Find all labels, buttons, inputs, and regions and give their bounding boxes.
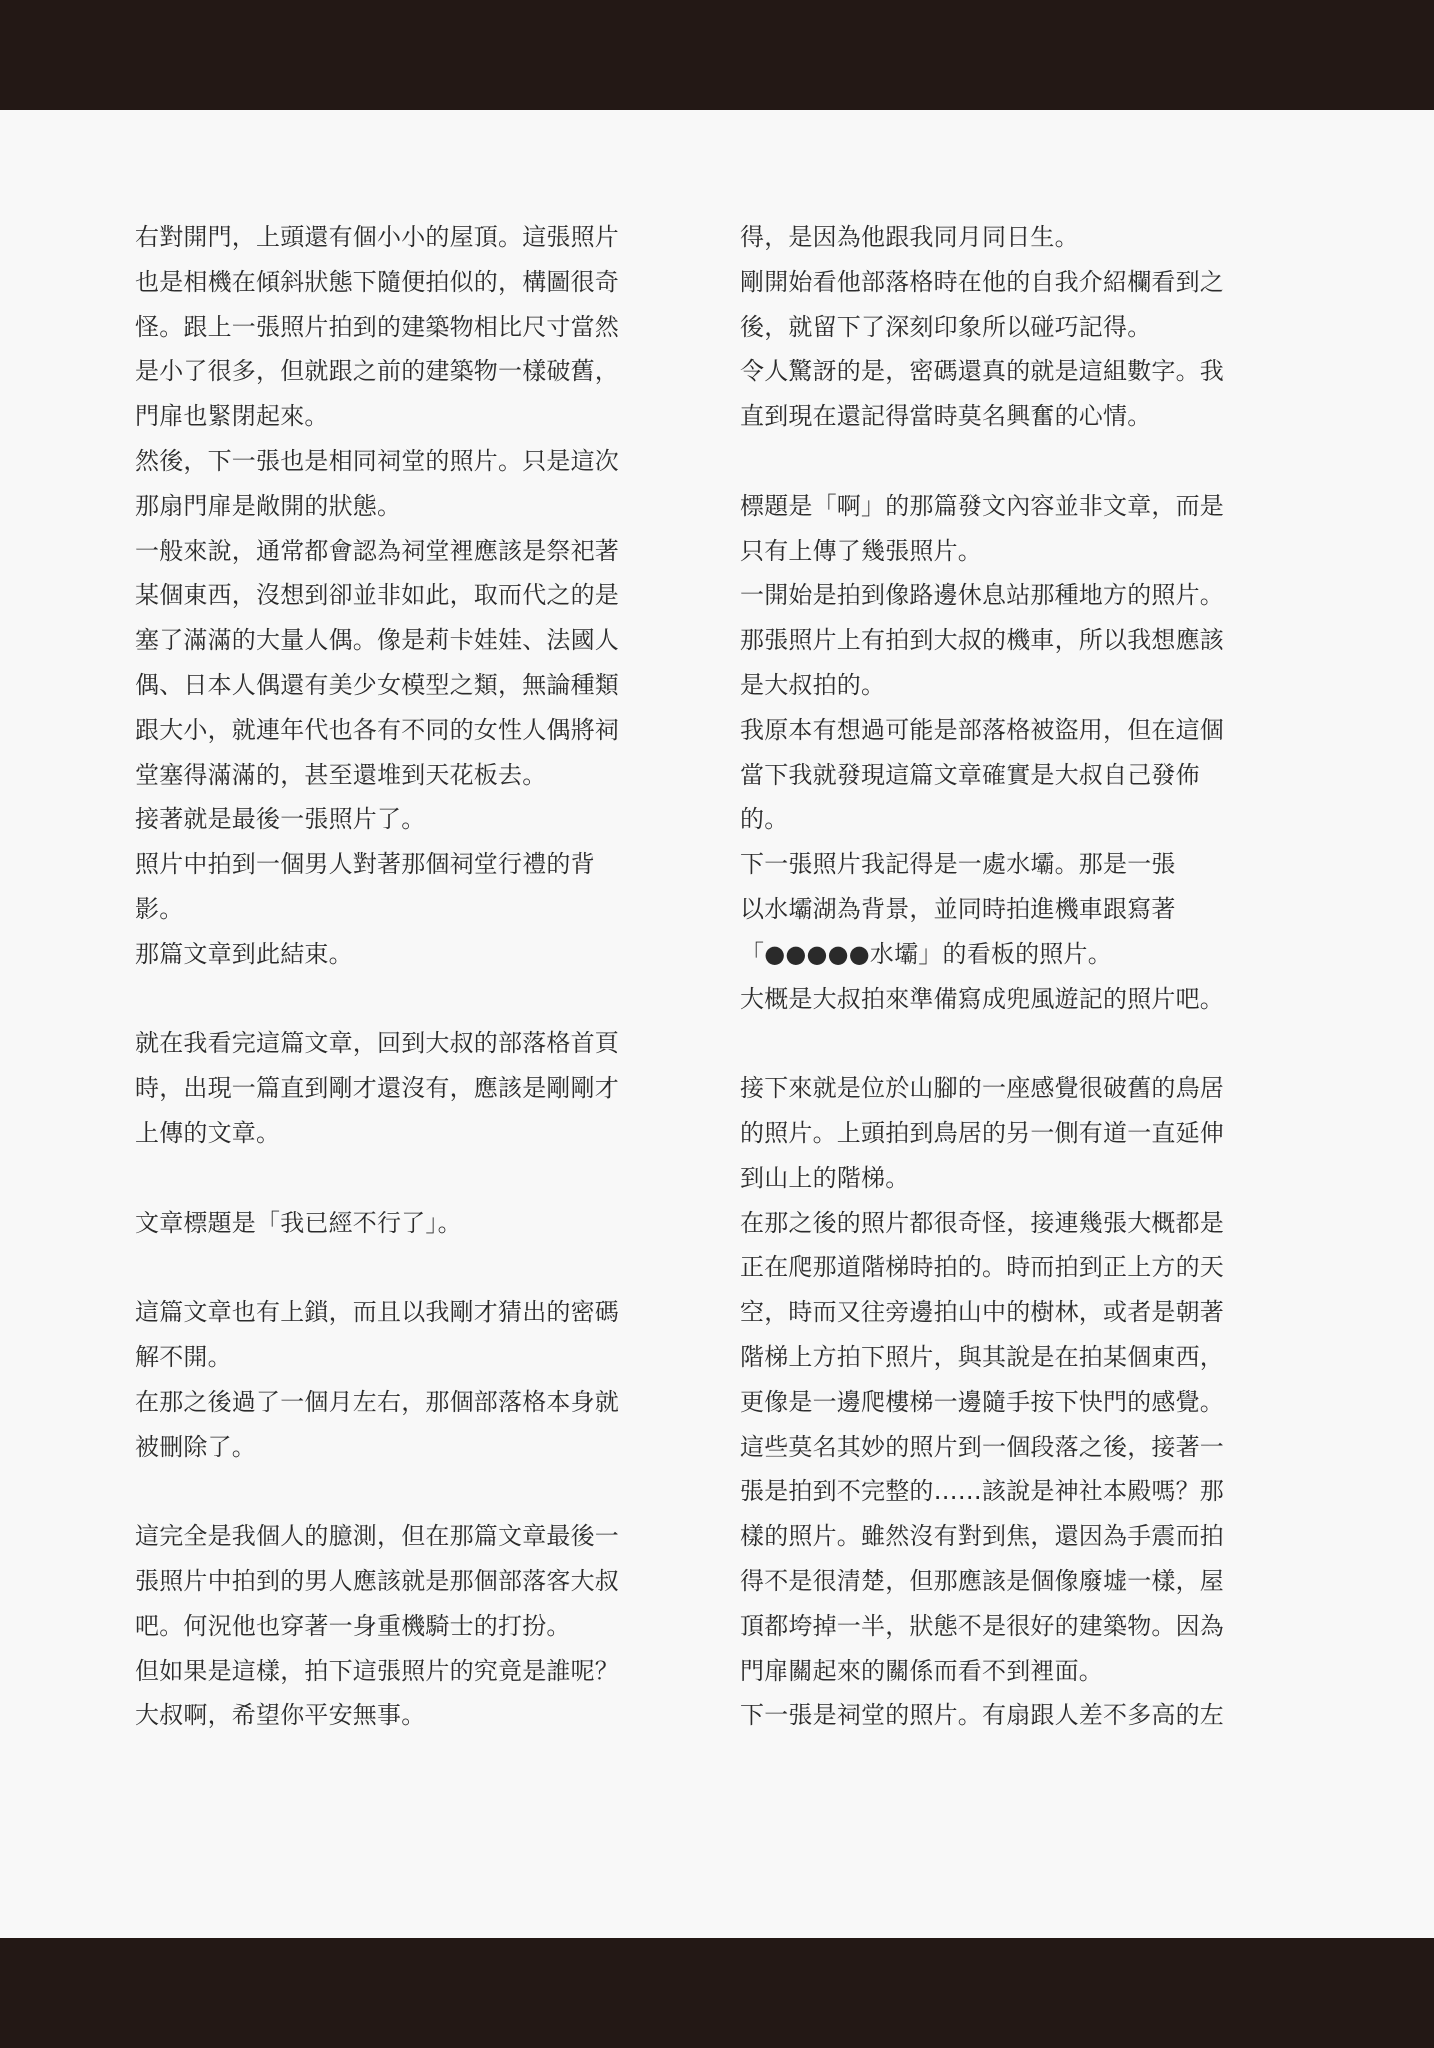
text-line: 張是拍到不完整的……該說是神社本殿嗎？那	[740, 1477, 1224, 1506]
text-line: 一般來說，通常都會認為祠堂裡應該是祭祀著	[135, 536, 619, 565]
text-line: 在那之後的照片都很奇怪，接連幾張大概都是	[740, 1208, 1224, 1237]
text-line: 被刪除了。	[135, 1432, 256, 1461]
text-line: 這篇文章也有上鎖，而且以我剛才猜出的密碼	[135, 1298, 619, 1327]
text-line: 我原本有想過可能是部落格被盜用，但在這個	[740, 715, 1224, 744]
text-line: 的照片。上頭拍到鳥居的另一側有道一直延伸	[740, 1118, 1224, 1147]
text-line: 照片中拍到一個男人對著那個祠堂行禮的背	[135, 850, 595, 879]
text-line: 接著就是最後一張照片了。	[135, 805, 426, 834]
text-line: 一開始是拍到像路邊休息站那種地方的照片。	[740, 581, 1224, 610]
text-line: 文章標題是「我已經不行了」。	[135, 1208, 462, 1237]
text-line	[740, 439, 1260, 484]
text-line: 右對開門，上頭還有個小小的屋頂。這張照片	[135, 223, 619, 251]
top-border-band	[0, 0, 1434, 110]
text-line: 這完全是我個人的臆測，但在那篇文章最後一	[135, 1522, 619, 1551]
text-line: 門扉也緊閉起來。	[135, 402, 329, 431]
text-line: 塞了滿滿的大量人偶。像是莉卡娃娃、法國人	[135, 626, 619, 655]
text-line	[135, 1469, 655, 1514]
left-text-column	[135, 215, 655, 1738]
text-line: 影。	[135, 894, 184, 923]
text-line: 偶、日本人偶還有美少女模型之類，無論種類	[135, 670, 619, 699]
text-line: 階梯上方拍下照片，與其說是在拍某個東西，	[740, 1342, 1224, 1371]
text-line: 頂都垮掉一半，狀態不是很好的建築物。因為	[740, 1611, 1224, 1640]
text-line: 只有上傳了幾張照片。	[740, 536, 982, 565]
text-line: 張照片中拍到的男人應該就是那個部落客大叔	[135, 1566, 619, 1595]
text-line: 大概是大叔拍來準備寫成兜風遊記的照片吧。	[740, 984, 1224, 1013]
text-line: 也是相機在傾斜狀態下隨便拍似的，構圖很奇	[135, 267, 619, 296]
text-line: 然後，下一張也是相同祠堂的照片。只是這次	[135, 446, 619, 475]
text-line: 大叔啊，希望你平安無事。	[135, 1701, 426, 1730]
text-line	[135, 1245, 655, 1290]
text-line: 怪。跟上一張照片拍到的建築物相比尺寸當然	[135, 312, 619, 341]
text-line: 剛開始看他部落格時在他的自我介紹欄看到之	[740, 267, 1224, 296]
text-line: 堂塞得滿滿的，甚至還堆到天花板去。	[135, 760, 547, 789]
text-line: 就在我看完這篇文章，回到大叔的部落格首頁	[135, 1029, 619, 1058]
text-line: 以水壩湖為背景，並同時拍進機車跟寫著	[740, 894, 1176, 923]
text-line: 在那之後過了一個月左右，那個部落格本身就	[135, 1387, 619, 1416]
text-line: 後，就留下了深刻印象所以碰巧記得。	[740, 312, 1152, 341]
text-line: 那篇文章到此結束。	[135, 939, 353, 968]
text-line: 下一張照片我記得是一處水壩。那是一張	[740, 850, 1176, 879]
text-line: 某個東西，沒想到卻並非如此，取而代之的是	[135, 581, 619, 610]
text-line: 接下來就是位於山腳的一座感覺很破舊的鳥居	[740, 1074, 1224, 1103]
text-line: 跟大小，就連年代也各有不同的女性人偶將祠	[135, 715, 619, 744]
right-text-column	[740, 215, 1260, 1738]
text-line: 是大叔拍的。	[740, 670, 886, 699]
text-line: 「●●●●●水壩」的看板的照片。	[740, 939, 1112, 968]
text-line: 得，是因為他跟我同月同日生。	[740, 223, 1079, 251]
text-line: 這些莫名其妙的照片到一個段落之後，接著一	[740, 1432, 1224, 1461]
text-line: 樣的照片。雖然沒有對到焦，還因為手震而拍	[740, 1522, 1224, 1551]
text-line: 下一張是祠堂的照片。有扇跟人差不多高的左	[740, 1701, 1224, 1730]
text-line: 正在爬那道階梯時拍的。時而拍到正上方的天	[740, 1253, 1224, 1282]
text-line	[740, 1021, 1260, 1066]
text-line: 得不是很清楚，但那應該是個像廢墟一樣，屋	[740, 1566, 1224, 1595]
text-line: 上傳的文章。	[135, 1118, 281, 1147]
text-line: 的。	[740, 805, 789, 834]
text-line: 解不開。	[135, 1342, 232, 1371]
text-line: 但如果是這樣，拍下這張照片的究竟是誰呢？	[135, 1656, 619, 1685]
text-line: 吧。何況他也穿著一身重機騎士的打扮。	[135, 1611, 571, 1640]
text-line: 令人驚訝的是，密碼還真的就是這組數字。我	[740, 357, 1224, 386]
bottom-border-band	[0, 1938, 1434, 2048]
text-line: 直到現在還記得當時莫名興奮的心情。	[740, 402, 1152, 431]
text-line: 空，時而又往旁邊拍山中的樹林，或者是朝著	[740, 1298, 1224, 1327]
text-line: 時，出現一篇直到剛才還沒有，應該是剛剛才	[135, 1074, 619, 1103]
text-line: 更像是一邊爬樓梯一邊隨手按下快門的感覺。	[740, 1387, 1224, 1416]
text-line: 門扉關起來的關係而看不到裡面。	[740, 1656, 1103, 1685]
text-line: 是小了很多，但就跟之前的建築物一樣破舊，	[135, 357, 619, 386]
text-line: 標題是「啊」的那篇發文內容並非文章，而是	[740, 491, 1224, 520]
text-line: 那張照片上有拍到大叔的機車，所以我想應該	[740, 626, 1224, 655]
text-line	[135, 1156, 655, 1201]
text-line	[135, 977, 655, 1022]
text-line: 那扇門扉是敞開的狀態。	[135, 491, 402, 520]
text-line: 到山上的階梯。	[740, 1163, 910, 1192]
text-line: 當下我就發現這篇文章確實是大叔自己發佈	[740, 760, 1200, 789]
